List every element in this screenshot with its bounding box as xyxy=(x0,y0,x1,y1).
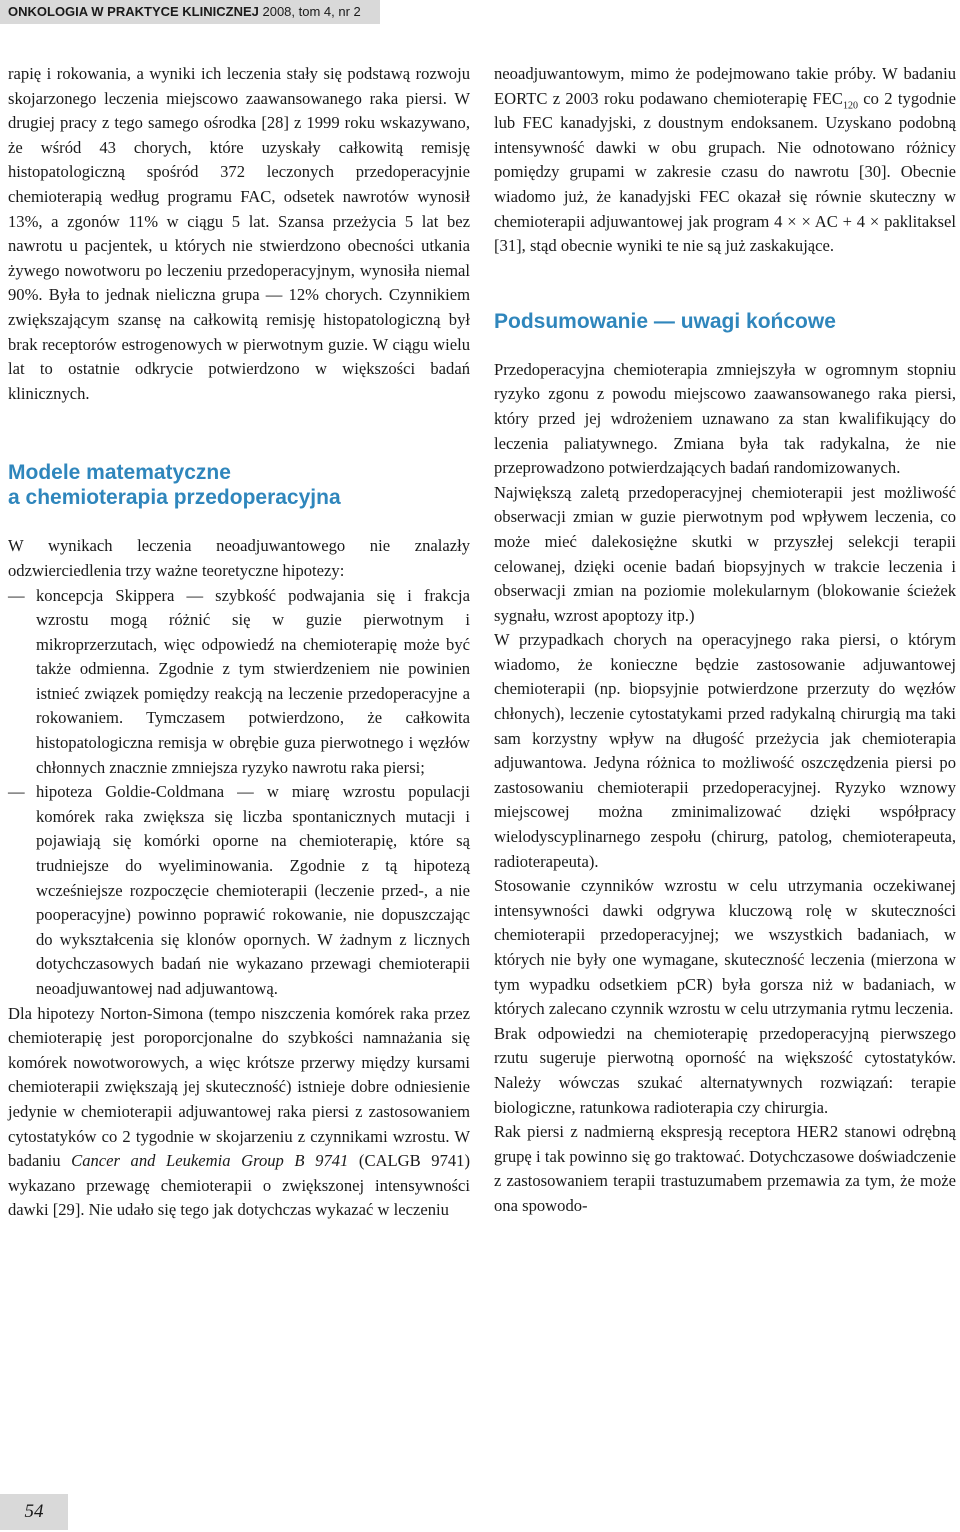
journal-issue: 2008, tom 4, nr 2 xyxy=(262,4,361,19)
list-item-text: koncepcja Skippera — szybkość podwajania się i frakcja wzrostu mogą różnić się w guzie pierwotnym i mikroprzerzutach, więc odpowiedź na chemioterapię może być także odmienna. Zgodnie z tym stwierdzeniem nie powinien istnieć związek pomiędzy reakcją na leczenie przedoperacyjne a rokowaniem. Tymczasem potwierdzono, że całkowita histopatologiczna remisja w obrębie guza pierwotnego i węzłów chłonnych znacznie zmniejsza ryzyko nawrotu raka piersi; xyxy=(36,585,470,777)
list-dash: — xyxy=(8,585,25,605)
journal-title: ONKOLOGIA W PRAKTYCE KLINICZNEJ xyxy=(8,4,259,19)
list-item-skipper xyxy=(8,584,470,781)
heading-line-2: a chemioterapia przedoperacyjna xyxy=(8,486,341,510)
list-item-text: hipoteza Goldie-Coldmana — w miarę wzrostu populacji komórek raka zwiększa się liczba spontanicznych mutacji i pojawiają się komórki oporne na chemioterapię, które są trudniejsze do wyeliminowania. Zgodnie z tą hipotezą wcześniejsze rozpoczęcie chemioterapii (leczenie przed-, a nie pooperacyjne) powinno poprawić rokowanie, nie dopuszczając do wykształcenia się klonów opornych. W żadnym z licznych dotychczasowych badań nie wykazano przewagi chemioterapii neoadjuwantowej nad adjuwantową. xyxy=(36,782,470,998)
section-heading-summary: Podsumowanie — uwagi końcowe xyxy=(494,309,836,333)
summary-paragraph-1: Przedoperacyjna chemioterapia zmniejszyła w ogromnym stopniu ryzyko zgonu z powodu miejscowo zaawansowanego raka piersi, który przed jej wdrożeniem uznawano za stan kwalifikujący do leczenia paliatywnego. Zmiana była tak radykalna, że nie przeprowadzono potwierdzających badań randomizowanych. xyxy=(494,359,956,478)
page-number: 54 xyxy=(0,1494,68,1530)
summary-paragraph-5: Brak odpowiedzi na chemioterapię przedoperacyjną pierwszego rzutu sugeruje pierwotną oporność na większość cytostatyków. Należy wówczas szukać alternatywnych rozwiązań: terapie biologiczne, ratunkowa radioterapia czy chirurgia. xyxy=(494,1023,956,1117)
hypotheses-lead: W wynikach leczenia neoadjuwantowego nie znalazły odzwierciedlenia trzy ważne teoretyczne hipotezy: xyxy=(8,536,470,580)
running-head xyxy=(0,0,380,24)
heading-line-1: Modele matematyczne xyxy=(8,461,231,485)
paragraph-text: co 2 tygodnie lub FEC kanadyjski, z doustnym endoksanem. Uzyskano podobną intensywność dawki w obu grupach. Nie odnotowano różnicy pomiędzy grupami w zakresie czasu do nawrotu [30]. Obecnie wiadomo już, że kanadyjski FEC okazał się równie skuteczny w chemioterapii adjuwantowej jak program 4 × × AC + 4 × paklitaksel [31], stąd obecnie wyniki te nie są już zaskakujące. xyxy=(494,88,956,256)
eortc-paragraph xyxy=(494,62,956,259)
paragraph-text: Dla hipotezy Norton-Simona (tempo niszczenia komórek raka przez chemioterapię jest poroporcjonalne do szybkości namnażania się komórek nowotworowych, a więc krótsze przerwy między kursami chemioterapii zwiększają jej skuteczność) istnieje dobre odniesienie jedynie w chemioterapii adjuwantowej raka piersi z zastosowaniem cytostatyków co 2 tygodnie w skojarzeniu z czynnikami wzrostu. W badaniu xyxy=(8,1003,470,1171)
norton-simon-paragraph xyxy=(8,1002,470,1223)
summary-paragraph-4: Stosowanie czynników wzrostu w celu utrzymania oczekiwanej intensywności dawki odgrywa kluczową rolę w skuteczności chemioterapii przedoperacyjnej; we wszystkich badaniach, w których nie były one wymagane, skuteczność leczenia (mierzona w tym wypadku odsetkiem pCR) była gorsza niż w badaniach, w których zalecano czynnik wzrostu w celu utrzymania rytmu leczenia. xyxy=(494,876,956,1019)
list-item-goldie-coldman xyxy=(8,780,470,1001)
right-column xyxy=(494,62,956,1219)
summary-paragraph-2: Największą zaletą przedoperacyjnej chemioterapii jest możliwość obserwacji zmian w guzie pierwotnym pod wpływem leczenia, co może mieć dalekosiężne skutki w przyszłej selekcji terapii celowanej, dzięki ocenie badań biopsyjnych w trakcie leczenia i obserwacji zmian na poziomie molekularnym (blokowanie ścieżek sygnału, wzrost apoptozy itp.) xyxy=(494,482,956,625)
list-dash: — xyxy=(8,782,25,802)
left-column xyxy=(8,62,470,1223)
intro-paragraph: rapię i rokowania, a wyniki ich leczenia stały się podstawą rozwoju skojarzonego leczenia miejscowo zaawansowanego raka piersi. W drugiej pracy z tego samego ośrodka [28] z 1999 roku wskazywano, że wśród 43 chorych, które uzyskały całkowitą remisję histopatologiczną spośród 372 leczonych przedoperacyjnie chemioterapią według programu FAC, odsetek nawrotów wynosił 13%, a zgonów 11% w ciągu 5 lat. Szansa przeżycia 5 lat bez nawrotu u pacjentek, u których nie stwierdzono obecności utkania żywego nowotworu po leczeniu przedoperacyjnym, wynosiła niemal 90%. Była to jednak nieliczna grupa — 12% chorych. Czynnikiem zwiększającym szansę na całkowitą remisję histopatologiczną był brak receptorów estrogenowych w pierwotnym guzie. W ciągu wielu lat to ostatnie odkrycie potwierdzono w większości badań klinicznych. xyxy=(8,64,470,403)
study-name: Cancer and Leukemia Group B 9741 xyxy=(71,1151,349,1171)
paragraph-text: (CALGB 9741) wykazano przewagę chemioterapii o zwiększonej intensywności dawki [29]. Nie udało się tego jak dotychczas wykazać w leczeniu xyxy=(8,1151,470,1220)
summary-paragraph-6: Rak piersi z nadmierną ekspresją receptora HER2 stanowi odrębną grupę i tak powinno się go traktować. Dotychczasowe doświadczenie z zastosowaniem terapii trastuzumabem przemawia za tym, że może ona spowodo- xyxy=(494,1122,956,1215)
summary-paragraph-3: W przypadkach chorych na operacyjnego raka piersi, o którym wiadomo, że konieczne będzie zastosowanie adjuwantowej chemioterapii (np. biopsyjnie potwierdzone przerzuty do węzłów chłonych), leczenie cytostatykami przed radykalną chirurgią ma taki sam korzystny wpływ na długość przeżycia jak chemioterapia adjuwantowa. Jedyna różnica to możliwość oszczędzenia piersi po zastosowaniu chemioterapii przedoperacyjnej. Ryzyko wznowy miejscowej można zminimalizować dzięki współpracy wielodyscyplinarnego zespołu (chirurg, patolog, chemioterapeuta, radioterapeuta). xyxy=(494,630,956,871)
paragraph-text: neoadjuwantowym, mimo że podejmowano takie próby. W badaniu EORTC z 2003 roku podawano chemioterapię FEC xyxy=(494,64,956,108)
section-heading-models xyxy=(8,460,470,510)
subscript: 120 xyxy=(842,99,858,111)
